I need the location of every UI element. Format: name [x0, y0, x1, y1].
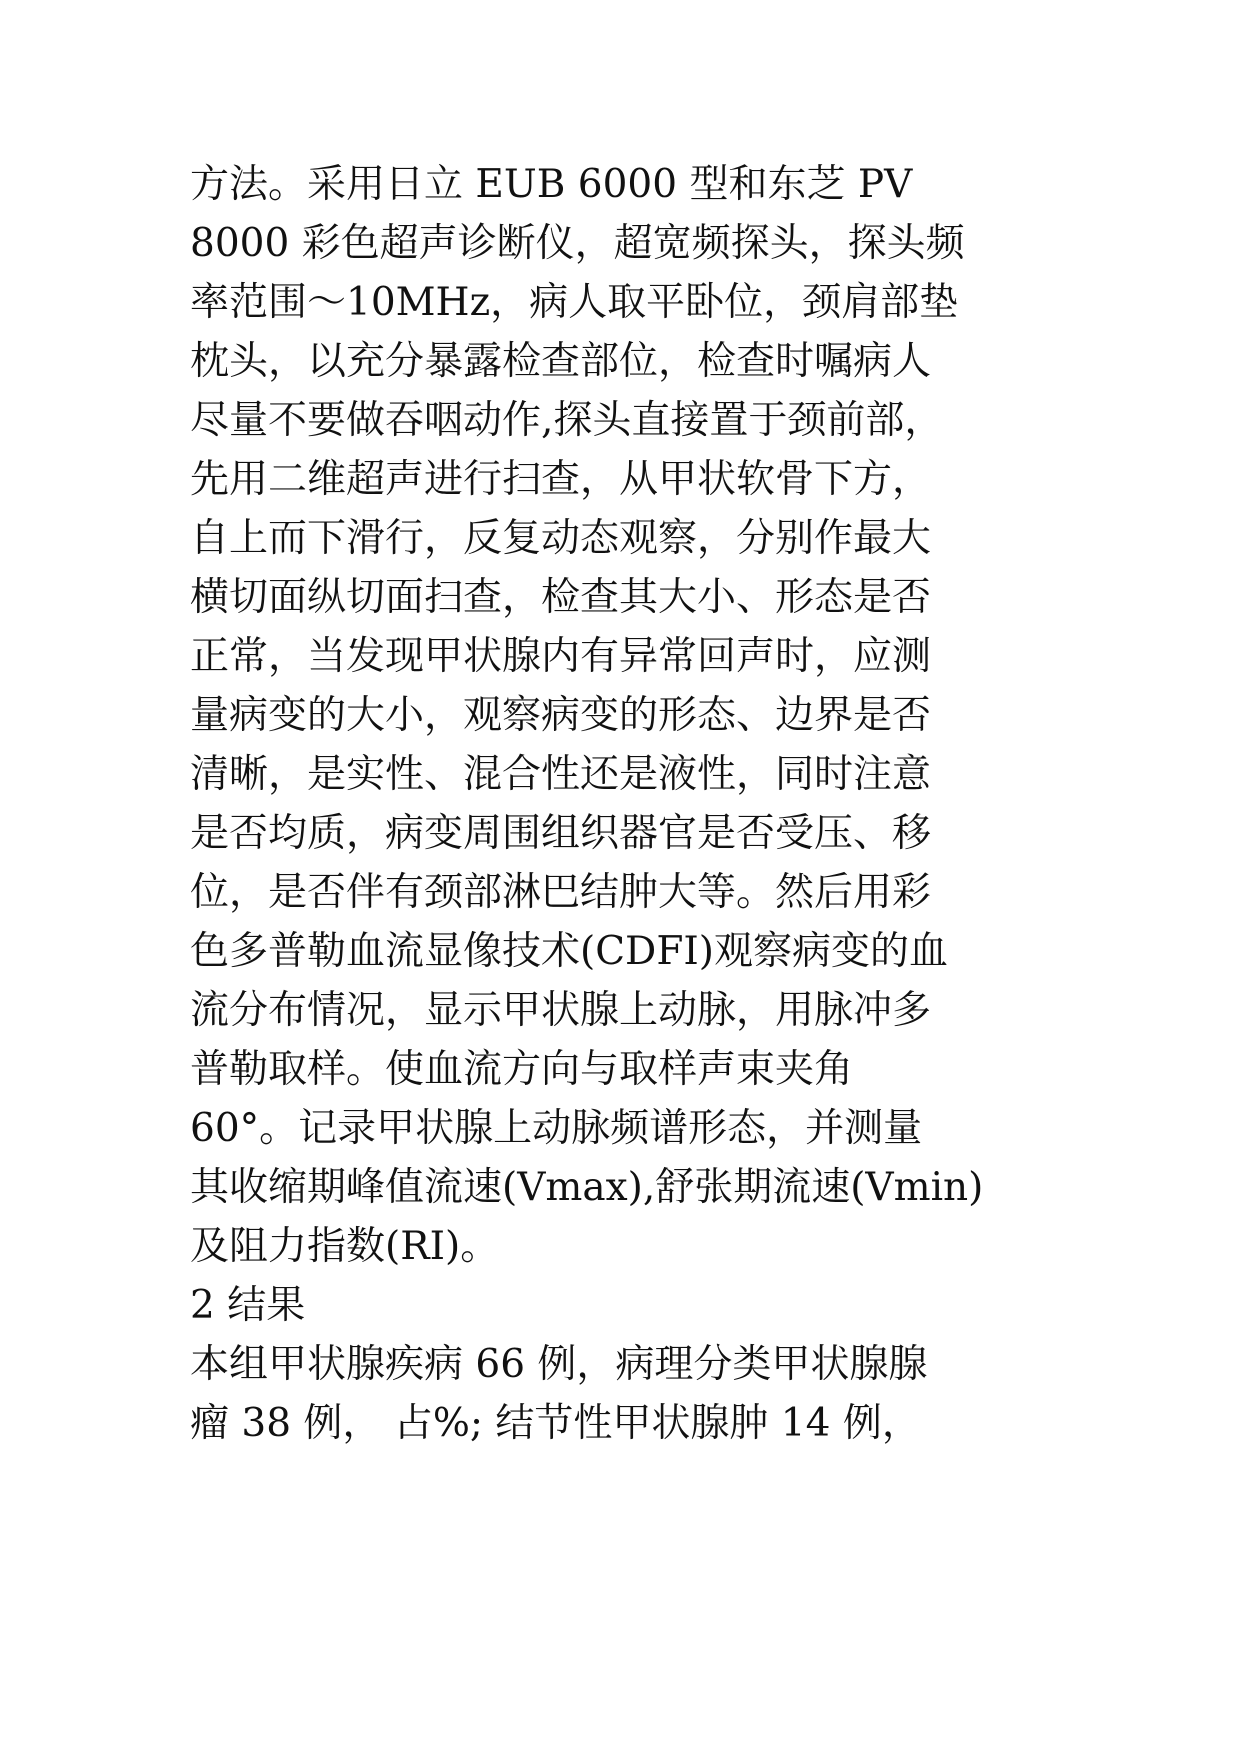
text-line: 60°。记录甲状腺上动脉频谱形态，并测量: [190, 1106, 923, 1151]
text-line: 方法。采用日立 EUB 6000 型和东芝 PV: [190, 162, 913, 207]
section-heading: 2 结果: [190, 1283, 306, 1328]
text-line: 先用二维超声进行扫查，从甲状软骨下方，: [190, 457, 932, 502]
text-line: 清晰，是实性、混合性还是液性，同时注意: [190, 752, 932, 797]
text-line: 普勒取样。使血流方向与取样声束夹角: [190, 1047, 854, 1092]
text-line: 是否均质，病变周围组织器官是否受压、移: [190, 811, 932, 856]
text-line: 流分布情况，显示甲状腺上动脉，用脉冲多: [190, 988, 932, 1033]
text-line: 自上而下滑行，反复动态观察，分别作最大: [190, 516, 932, 561]
body-text: [190, 155, 1090, 1453]
text-line: 位，是否伴有颈部淋巴结肿大等。然后用彩: [190, 870, 932, 915]
text-line: 量病变的大小，观察病变的形态、边界是否: [190, 693, 932, 738]
text-line: 及阻力指数(RI)。: [190, 1224, 500, 1269]
text-line: 色多普勒血流显像技术(CDFI)观察病变的血: [190, 929, 949, 974]
text-line: 本组甲状腺疾病 66 例，病理分类甲状腺腺: [190, 1342, 928, 1387]
text-line: 枕头，以充分暴露检查部位，检查时嘱病人: [190, 339, 932, 384]
text-line: 横切面纵切面扫查，检查其大小、形态是否: [190, 575, 932, 620]
text-line: 瘤 38 例， 占%; 结节性甲状腺肿 14 例，: [190, 1401, 921, 1446]
text-line: 其收缩期峰值流速(Vmax),舒张期流速(Vmin): [190, 1165, 984, 1210]
text-line: 8000 彩色超声诊断仪，超宽频探头，探头频: [190, 221, 965, 266]
text-line: 尽量不要做吞咽动作,探头直接置于颈前部，: [190, 398, 944, 443]
text-line: 率范围～10MHz，病人取平卧位，颈肩部垫: [190, 280, 959, 325]
text-line: 正常，当发现甲状腺内有异常回声时，应测: [190, 634, 932, 679]
